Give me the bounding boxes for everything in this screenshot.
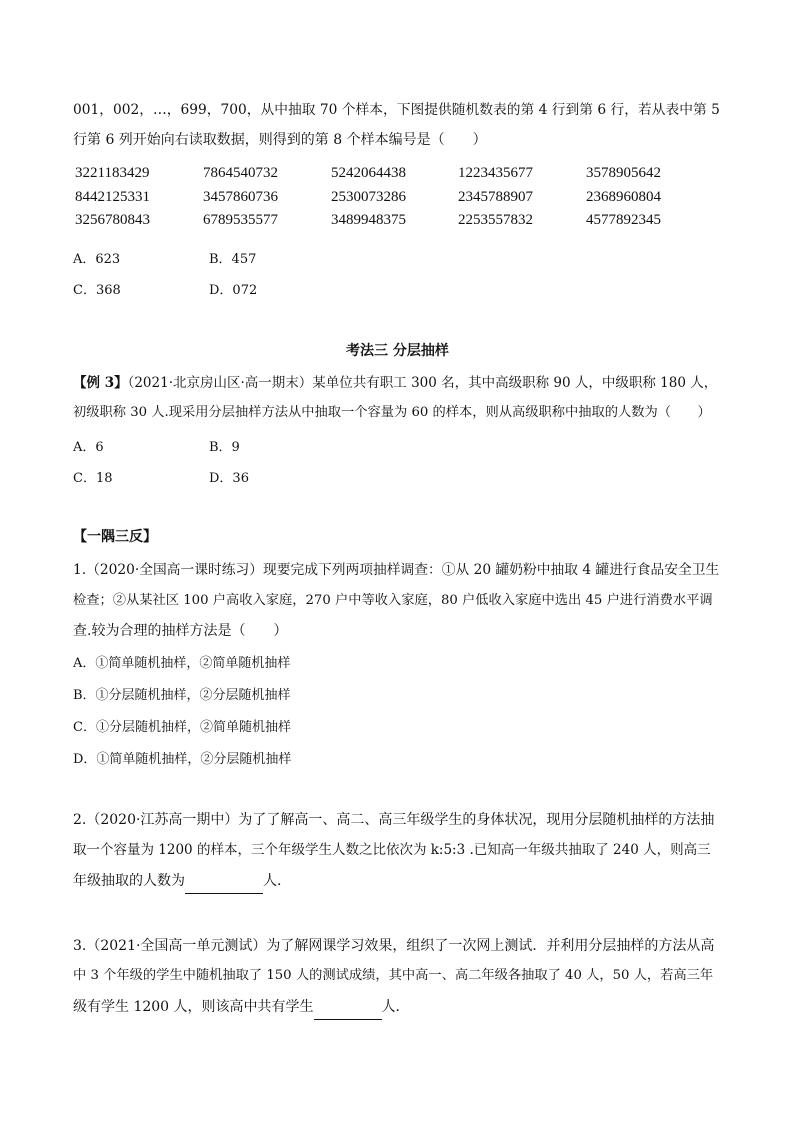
option-b: B．457 xyxy=(209,252,257,267)
example-3-option-b: B．9 xyxy=(209,440,240,455)
practice-q1-option-c: C．①分层随机抽样，②简单随机抽样 xyxy=(73,720,291,735)
example-3-text: （2021·北京房山区·高一期末）某单位共有职工 300 名，其中高级职称 90 人，中级职称 180 人， xyxy=(127,375,718,391)
table-cell: 2345788907 xyxy=(458,189,533,205)
option-d: D．072 xyxy=(209,283,258,298)
example-3-tag: 【例 3】 xyxy=(73,375,128,391)
example-3-line-2: 初级职称 30 人.现采用分层抽样方法从中抽取一个容量为 60 的样本，则从高级职称中抽取的人数为（ ） xyxy=(73,405,711,420)
table-cell: 6789535577 xyxy=(203,212,278,228)
question-intro-line-2: 行第 6 列开始向右读取数据，则得到的第 8 个样本编号是（ ） xyxy=(73,132,487,148)
example-3-line-1 xyxy=(73,371,717,395)
table-cell: 3489948375 xyxy=(331,212,406,228)
practice-q1-option-d: D．①简单随机抽样，②分层随机抽样 xyxy=(73,752,292,767)
table-cell: 1223435677 xyxy=(458,165,533,181)
practice-q3-unit: 人． xyxy=(381,999,410,1015)
option-c: C．368 xyxy=(73,283,121,298)
table-cell: 2530073286 xyxy=(331,189,406,205)
table-cell: 7864540732 xyxy=(203,165,278,181)
practice-q2-line-1: 2.（2020·江苏高一期中）为了了解高一、高二、高三年级学生的身体状况，现用分层随机抽样的方法抽 xyxy=(73,812,715,828)
practice-q1-line-3: 查.较为合理的抽样方法是（ ） xyxy=(73,623,288,639)
example-3-option-d: D．36 xyxy=(209,471,249,486)
table-cell: 2253557832 xyxy=(458,212,533,228)
practice-q2-text: 年级抽取的人数为 xyxy=(73,873,185,889)
question-intro-line-1: 001，002，…，699，700，从中抽取 70 个样本，下图提供随机数表的第 4 行到第 6 行，若从表中第 5 xyxy=(73,102,720,118)
practice-q1-option-b: B．①分层随机抽样，②分层随机抽样 xyxy=(73,688,291,703)
answer-blank xyxy=(185,869,263,894)
table-cell: 3221183429 xyxy=(75,165,150,181)
practice-q2-line-3 xyxy=(73,869,281,894)
practice-q3-line-1: 3.（2021·全国高一单元测试）为了解网课学习效果，组织了一次网上测试．并利用分层抽样的方法从高 xyxy=(73,938,715,954)
practice-q3-text: 级有学生 1200 人，则该高中共有学生 xyxy=(73,999,314,1015)
practice-q1-option-a: A．①简单随机抽样，②简单随机抽样 xyxy=(73,656,291,671)
practice-q3-line-2: 中 3 个年级的学生中随机抽取了 150 人的测试成绩，其中高一、高二年级各抽取了 40 人，50 人，若高三年 xyxy=(73,968,714,983)
table-cell: 3578905642 xyxy=(586,165,661,181)
table-cell: 4577892345 xyxy=(586,212,661,228)
table-cell: 5242064438 xyxy=(331,165,406,181)
practice-q2-unit: 人. xyxy=(263,873,282,889)
table-cell: 8442125331 xyxy=(75,189,150,205)
example-3-option-c: C．18 xyxy=(73,471,113,486)
practice-q3-line-3 xyxy=(73,995,410,1020)
example-3-option-a: A．6 xyxy=(73,440,104,455)
answer-blank xyxy=(314,995,382,1020)
table-cell: 3457860736 xyxy=(203,189,278,205)
table-cell: 3256780843 xyxy=(75,212,150,228)
table-cell: 2368960804 xyxy=(586,189,661,205)
section-title: 考法三 分层抽样 xyxy=(346,343,449,359)
practice-q1-line-2: 检查；②从某社区 100 户高收入家庭，270 户中等收入家庭，80 户低收入家庭中选出 45 户进行消费水平调 xyxy=(73,593,713,608)
practice-q1-line-1: 1.（2020·全国高一课时练习）现要完成下列两项抽样调查：①从 20 罐奶粉中抽取 4 罐进行食品安全卫生 xyxy=(73,562,720,578)
practice-heading: 【一隅三反】 xyxy=(73,529,157,545)
practice-q2-line-2: 取一个容量为 1200 的样本，三个年级学生人数之比依次为 k:5:3 .已知高一年级共抽取了 240 人，则高三 xyxy=(73,842,711,858)
option-a: A．623 xyxy=(73,252,121,267)
